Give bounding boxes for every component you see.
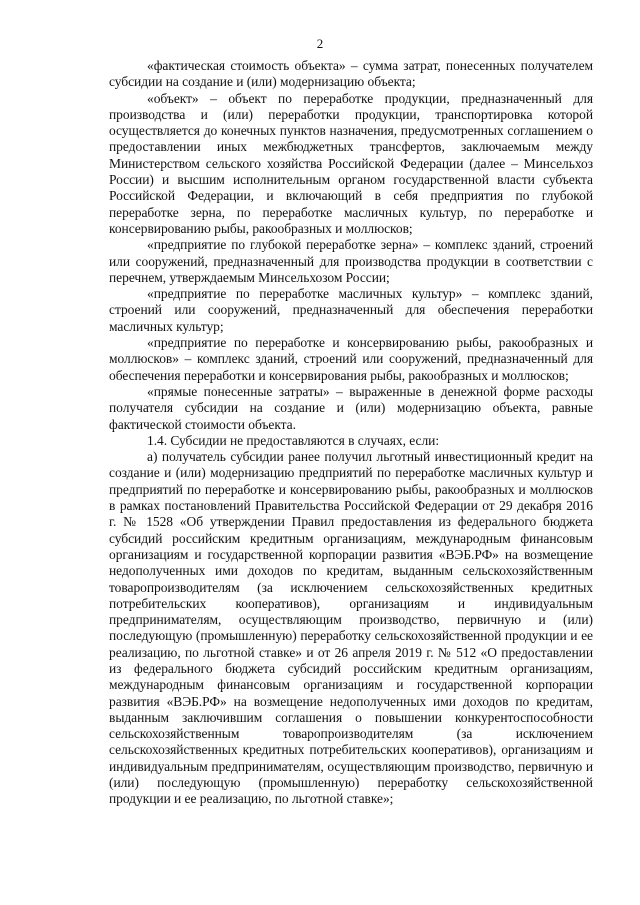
definition-object: «объект» – объект по переработке продукции, предназначенный для производства и (или) переработки продукции, транспортировка которой осуществляется до конечных пунктов назначения, предусмотренных соглашением о предоставлении иных межбюджетных трансфертов, заключаемым между Министерством сельского хозяйства Российской Федерации (далее – Минсельхоз России) и высшим исполнительным органом государственной власти субъекта Российской Федерации, и включающий в себя предприятия по глубокой переработке зерна, по переработке масличных культур, по переработке и консервированию рыбы, ракообразных и моллюсков; [109, 90, 593, 236]
definition-oilseed-enterprise: «предприятие по переработке масличных культур» – комплекс зданий, строений или сооружений, предназначенный для обеспечения переработки масличных культур; [109, 286, 593, 334]
definition-direct-costs: «прямые понесенные затраты» – выраженные в денежной форме расходы получателя субсидии на создание и (или) модернизацию объекта, равные фактической стоимости объекта. [109, 383, 593, 432]
document-body [109, 58, 593, 808]
clause-1-4-a: а) получатель субсидии ранее получил льготный инвестиционный кредит на создание и (или) модернизацию предприятий по переработке масличных культур и предприятий по переработке и консервированию рыбы, ракообразных и моллюсков в рамках постановлений Правительства Российской Федерации от 29 декабря 2016 г. № 1528 «Об утверждении Правил предоставления из федерального бюджета субсидий российским кредитным организациям, международным финансовым организациям и государственной корпорации развития «ВЭБ.РФ» на возмещение недополученных ими доходов по кредитам, выданным сельскохозяйственным товаропроизводителям (за исключением сельскохозяйственных кредитных потребительских кооперативов), организациям и индивидуальным предпринимателям, осуществляющим производство, первичную и (или) последующую (промышленную) переработку сельскохозяйственной продукции и ее реализацию, по льготной ставке» и от 26 апреля 2019 г. № 512 «О предоставлении из федерального бюджета субсидий российским кредитным организациям, международным финансовым организациям и государственной корпорации развития «ВЭБ.РФ» на возмещение недополученных ими доходов по кредитам, выданным заключившим соглашения о повышении конкурентоспособности сельскохозяйственным товаропроизводителям (за исключением сельскохозяйственных кредитных потребительских кооперативов), организациям и индивидуальным предпринимателям, осуществляющим производство, первичную и (или) последующую (промышленную) переработку сельскохозяйственной продукции и ее реализацию, по льготной ставке»; [109, 449, 593, 807]
clause-1-4-heading: 1.4. Субсидии не предоставляются в случаях, если: [147, 432, 440, 448]
page-number: 2 [316, 36, 324, 51]
definition-fish-enterprise: «предприятие по переработке и консервированию рыбы, ракообразных и моллюсков» – комплекс зданий, строений или сооружений, предназначенный для обеспечения переработки и консервирования рыбы, ракообразных и моллюсков; [109, 335, 593, 383]
definition-actual-cost: «фактическая стоимость объекта» – сумма затрат, понесенных получателем субсидии на создание и (или) модернизацию объекта; [109, 58, 593, 90]
definition-grain-enterprise: «предприятие по глубокой переработке зерна» – комплекс зданий, строений или сооружений, предназначенный для производства продукции в соответствии с перечнем, утверждаемым Минсельхозом России; [109, 237, 593, 285]
